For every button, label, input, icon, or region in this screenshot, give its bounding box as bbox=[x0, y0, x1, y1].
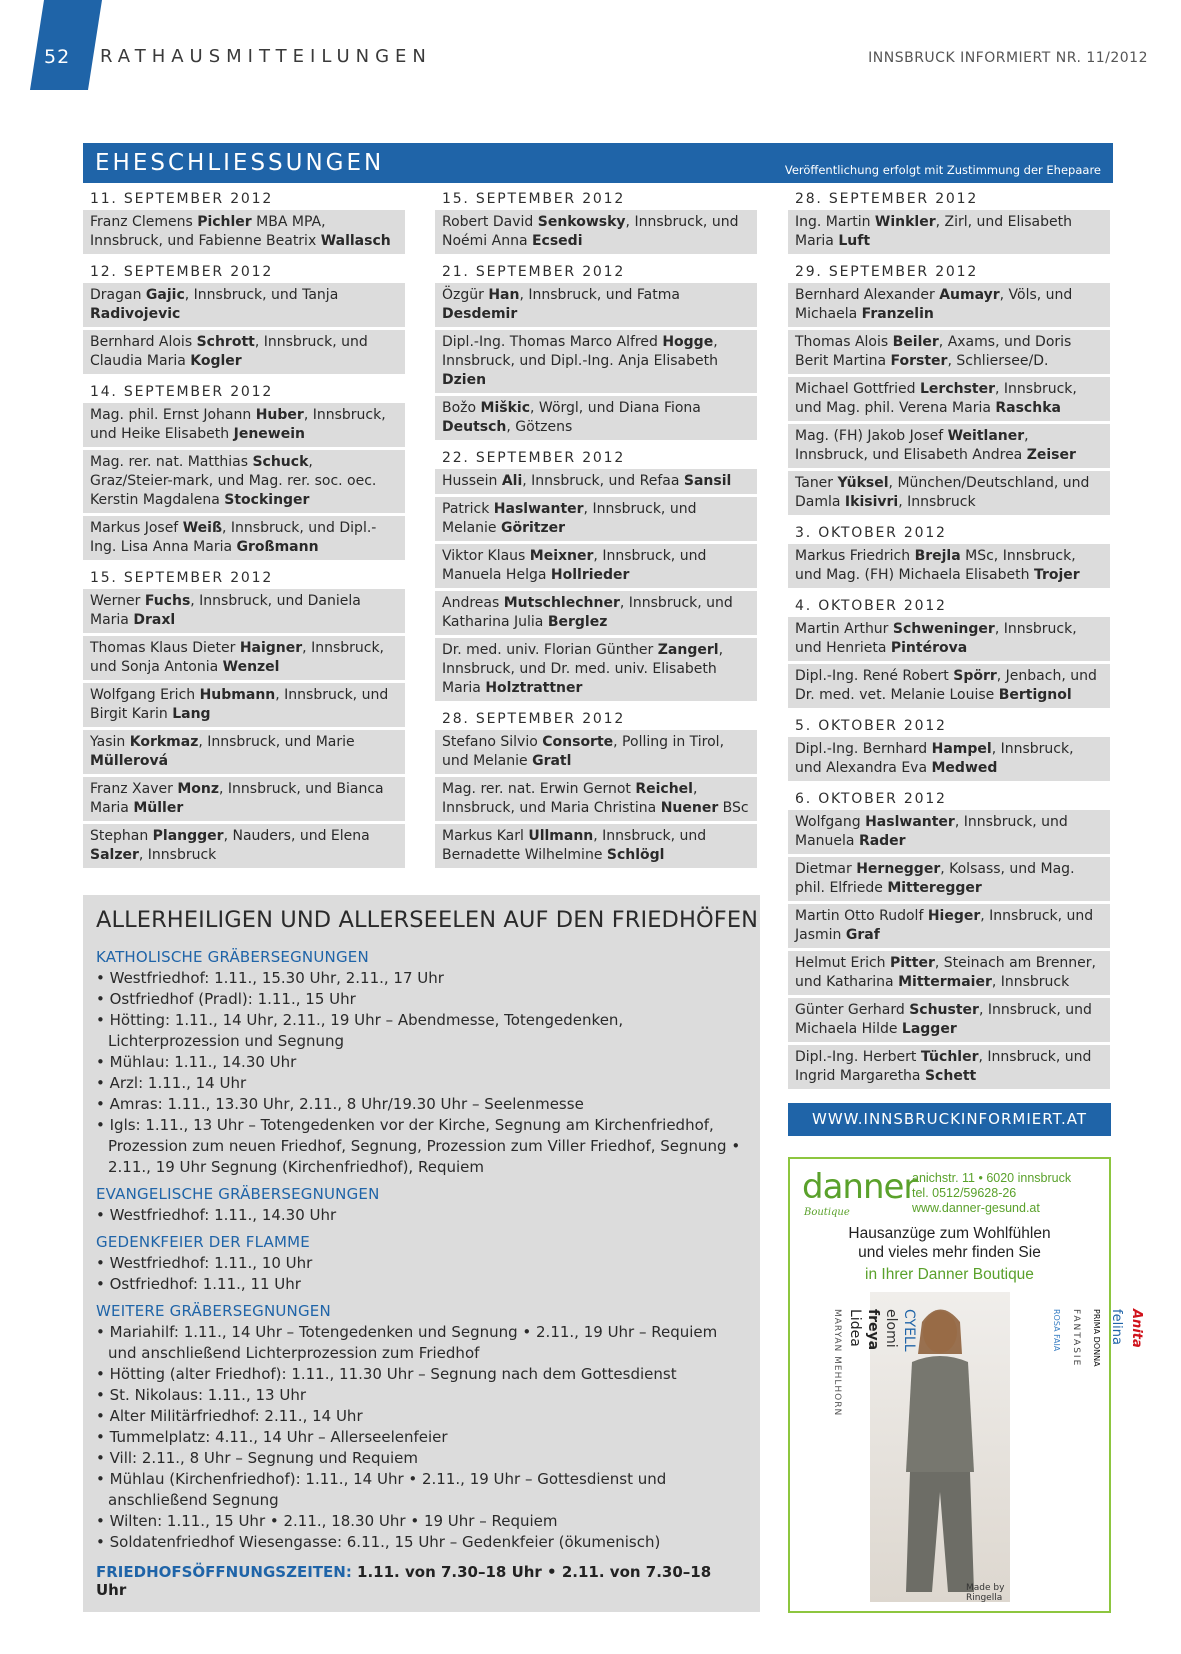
entry-text: , Innsbruck, und Henrieta bbox=[795, 621, 1077, 656]
marriage-column-3 bbox=[788, 184, 1110, 1092]
photo-credit-line: Made by bbox=[966, 1583, 1005, 1593]
entry-text: Markus Friedrich bbox=[795, 548, 915, 564]
surname: Senkowsky bbox=[537, 214, 626, 230]
marriage-entry bbox=[83, 824, 405, 868]
surname: Haslwanter bbox=[865, 814, 955, 830]
entry-text: , Götzens bbox=[506, 419, 573, 435]
surname: Yüksel bbox=[837, 475, 889, 491]
entry-text: , Schliersee/D. bbox=[947, 353, 1049, 369]
entry-text: , Innsbruck, und Elisabeth Andrea bbox=[795, 428, 1029, 463]
marriage-entry bbox=[788, 471, 1110, 515]
surname: Müller bbox=[133, 800, 184, 816]
marriage-entry bbox=[788, 1045, 1110, 1089]
marriage-date: 22. SEPTEMBER 2012 bbox=[442, 450, 626, 466]
entry-text: , Innsbruck, und Claudia Maria bbox=[90, 334, 368, 369]
ad-address-line: anichstr. 11 • 6020 innsbruck bbox=[912, 1171, 1072, 1185]
entry-text: , Innsbruck bbox=[138, 847, 217, 863]
entry-text: , Innsbruck, und Refaa bbox=[522, 473, 684, 489]
entry-text: , Nauders, und Elena bbox=[223, 828, 370, 844]
surname: Hollrieder bbox=[550, 567, 630, 583]
marriage-entry bbox=[435, 591, 757, 635]
entry-text: , Innsbruck, und Daniela Maria bbox=[90, 593, 361, 628]
surname: Beiler bbox=[892, 334, 939, 350]
entry-text: , Innsbruck, und Fatma bbox=[519, 287, 680, 303]
marriage-date: 5. OKTOBER 2012 bbox=[795, 718, 947, 734]
surname: Göritzer bbox=[501, 520, 566, 536]
surname: Großmann bbox=[236, 539, 319, 555]
entry-text: Thomas Klaus Dieter bbox=[90, 640, 240, 656]
entry-text: , Innsbruck, und Melanie bbox=[442, 501, 697, 536]
surname: Raschka bbox=[995, 400, 1061, 416]
surname: Schuster bbox=[909, 1002, 979, 1018]
entry-text: Dietmar bbox=[795, 861, 857, 877]
entry-text: Bernhard Alois bbox=[90, 334, 197, 350]
marriage-date: 14. SEPTEMBER 2012 bbox=[90, 384, 274, 400]
surname: Ullmann bbox=[528, 828, 594, 844]
entry-text: Martin Otto Rudolf bbox=[795, 908, 928, 924]
entry-text: , Steinach am Brenner, und Katharina bbox=[795, 955, 1096, 990]
surname: Desdemir bbox=[442, 306, 518, 322]
entry-text: Wolfgang Erich bbox=[90, 687, 200, 703]
opening-hours-text: 1.11. von 7.30–18 Uhr • 2.11. von 7.30–18 Uhr bbox=[96, 1563, 712, 1599]
subsection-heading: GEDENKFEIER DER FLAMME bbox=[96, 1233, 310, 1251]
surname: Korkmaz bbox=[129, 734, 199, 750]
entry-text: Stephan bbox=[90, 828, 153, 844]
marriage-column-1 bbox=[83, 184, 405, 871]
brand-logo: Anita bbox=[1129, 1309, 1144, 1348]
entry-text: , Innsbruck, und Manuela Helga bbox=[442, 548, 707, 583]
ad-headline bbox=[790, 1224, 1109, 1262]
schedule-list bbox=[96, 1322, 746, 1553]
surname: Ikisivri bbox=[844, 494, 899, 510]
entry-text: MSc, Innsbruck, und Mag. (FH) Michaela Elisabeth bbox=[795, 548, 1076, 583]
entry-text: , Innsbruck, und Ingrid Margaretha bbox=[795, 1049, 1092, 1084]
marriage-entry bbox=[83, 450, 405, 513]
consent-note: Veröffentlichung erfolgt mit Zustimmung der Ehepaare bbox=[784, 163, 1101, 177]
surname: Winkler bbox=[874, 214, 936, 230]
entry-text: MBA MPA, Innsbruck, und Fabienne Beatrix bbox=[90, 214, 326, 249]
entry-text: Markus Josef bbox=[90, 520, 183, 536]
schedule-item: • Arzl: 1.11., 14 Uhr bbox=[96, 1073, 746, 1094]
entry-text: Günter Gerhard bbox=[795, 1002, 910, 1018]
marriage-entry bbox=[435, 210, 757, 254]
brands-left bbox=[828, 1309, 918, 1430]
entry-text: , Innsbruck, und Maria Christina bbox=[442, 781, 698, 816]
surname: Reichel bbox=[635, 781, 693, 797]
marriage-entry bbox=[435, 330, 757, 393]
surname: Deutsch bbox=[442, 419, 507, 435]
marriage-entry bbox=[83, 403, 405, 447]
schedule-list bbox=[96, 1205, 746, 1226]
entry-text: , Innsbruck, und Jasmin bbox=[795, 908, 1094, 943]
schedule-list bbox=[96, 1253, 746, 1295]
entry-text: Werner bbox=[90, 593, 145, 609]
entry-text: , Innsbruck, und Dipl.-Ing. Lisa Anna Maria bbox=[90, 520, 377, 555]
entry-text: Hussein bbox=[442, 473, 502, 489]
surname: Schett bbox=[924, 1068, 977, 1084]
brand-logo: elomi bbox=[883, 1309, 899, 1348]
surname: Trojer bbox=[1033, 567, 1080, 583]
marriage-entry bbox=[435, 777, 757, 821]
entry-text: Özgür bbox=[442, 287, 489, 303]
schedule-item: • Tummelplatz: 4.11., 14 Uhr – Allerseelenfeier bbox=[96, 1427, 746, 1448]
marriage-entry bbox=[83, 636, 405, 680]
marriage-entry bbox=[83, 210, 405, 254]
entry-text: Mag. phil. Ernst Johann bbox=[90, 407, 256, 423]
marriage-entry bbox=[788, 617, 1110, 661]
entry-text: , Kolsass, und Mag. phil. Elfriede bbox=[795, 861, 1075, 896]
surname: Salzer bbox=[90, 847, 139, 863]
ad-url: www.danner-gesund.at bbox=[912, 1201, 1040, 1215]
entry-text: , Völs, und Michaela bbox=[795, 287, 1073, 322]
entry-text: , Jenbach, und Dr. med. vet. Melanie Louise bbox=[795, 668, 1097, 703]
danner-logo: danner bbox=[802, 1167, 917, 1207]
entry-text: Bernhard Alexander bbox=[795, 287, 940, 303]
surname: Schrott bbox=[196, 334, 255, 350]
subsection-heading: KATHOLISCHE GRÄBERSEGNUNGEN bbox=[96, 948, 369, 966]
marriage-entry bbox=[788, 210, 1110, 254]
entry-text: , Innsbruck bbox=[991, 974, 1070, 990]
brand-logo: PRIMA DONNA bbox=[1092, 1309, 1101, 1367]
entry-text: , Innsbruck, und Birgit Karin bbox=[90, 687, 389, 722]
brand-logo: CYELL bbox=[901, 1309, 917, 1352]
schedule-item: • Westfriedhof: 1.11., 10 Uhr bbox=[96, 1253, 746, 1274]
entry-text: Ing. Martin bbox=[795, 214, 875, 230]
marriage-entry bbox=[83, 516, 405, 560]
surname: Mittermaier bbox=[898, 974, 992, 990]
surname: Hogge bbox=[662, 334, 714, 350]
website-link[interactable]: WWW.INNSBRUCKINFORMIERT.AT bbox=[788, 1103, 1111, 1136]
page-tab bbox=[30, 0, 102, 90]
marriage-entry bbox=[788, 737, 1110, 781]
entry-text: Martin Arthur bbox=[795, 621, 893, 637]
entry-text: , Innsbruck, und Tanja bbox=[184, 287, 339, 303]
entry-text: Stefano Silvio bbox=[442, 734, 543, 750]
marriage-date: 28. SEPTEMBER 2012 bbox=[795, 191, 979, 207]
marriage-entry bbox=[83, 730, 405, 774]
entry-text: Mag. rer. nat. Matthias bbox=[90, 454, 253, 470]
surname: Monz bbox=[177, 781, 219, 797]
entry-text: Dipl.-Ing. Thomas Marco Alfred bbox=[442, 334, 663, 350]
schedule-item: • Ostfriedhof (Pradl): 1.11., 15 Uhr bbox=[96, 989, 746, 1010]
surname: Miškic bbox=[480, 400, 531, 416]
surname: Ali bbox=[501, 473, 523, 489]
surname: Dzien bbox=[442, 372, 487, 388]
surname: Fuchs bbox=[144, 593, 191, 609]
entry-text: Dragan bbox=[90, 287, 146, 303]
surname: Hubmann bbox=[199, 687, 276, 703]
surname: Brejla bbox=[914, 548, 961, 564]
schedule-item: • Hötting: 1.11., 14 Uhr, 2.11., 19 Uhr – Abendmesse, Totengedenken, Lichterprozession und Segnung bbox=[96, 1010, 746, 1052]
danner-logo-sub: Boutique bbox=[804, 1207, 850, 1218]
entry-text: , Innsbruck, und Michaela Hilde bbox=[795, 1002, 1092, 1037]
entry-text: , Graz/Steier-mark, und Mag. rer. soc. oec. Kerstin Magdalena bbox=[90, 454, 377, 508]
opening-hours bbox=[96, 1563, 746, 1599]
entry-text: , Innsbruck, und Marie bbox=[198, 734, 355, 750]
entry-text: , Innsbruck, und Bernadette Wilhelmine bbox=[442, 828, 707, 863]
entry-text: , Polling in Tirol, und Melanie bbox=[442, 734, 725, 769]
surname: Müllerová bbox=[90, 753, 169, 769]
marriage-date: 6. OKTOBER 2012 bbox=[795, 791, 947, 807]
surname: Consorte bbox=[542, 734, 614, 750]
entry-text: Franz Clemens bbox=[90, 214, 198, 230]
schedule-item: • Vill: 2.11., 8 Uhr – Segnung und Requiem bbox=[96, 1448, 746, 1469]
surname: Zangerl bbox=[657, 642, 719, 658]
schedule-item: • St. Nikolaus: 1.11., 13 Uhr bbox=[96, 1385, 746, 1406]
surname: Pichler bbox=[197, 214, 252, 230]
brand-logo: MARYAN MEHLHORN bbox=[832, 1309, 842, 1417]
schedule-list bbox=[96, 968, 746, 1178]
marriage-entry bbox=[435, 469, 757, 494]
brand-logo: Lidea bbox=[847, 1309, 863, 1347]
eheschliessungen-title: EHESCHLIESSUNGEN bbox=[95, 150, 385, 176]
surname: Radivojevic bbox=[90, 306, 181, 322]
marriage-entry bbox=[83, 777, 405, 821]
brands-right bbox=[1046, 1309, 1146, 1385]
marriage-entry bbox=[435, 638, 757, 701]
entry-text: , Innsbruck bbox=[898, 494, 976, 510]
surname: Hernegger bbox=[856, 861, 941, 877]
schedule-item: • Ostfriedhof: 1.11., 11 Uhr bbox=[96, 1274, 746, 1295]
danner-advertisement bbox=[788, 1157, 1144, 1613]
allerheiligen-body bbox=[96, 947, 746, 1599]
surname: Han bbox=[488, 287, 520, 303]
schedule-item: • Westfriedhof: 1.11., 14.30 Uhr bbox=[96, 1205, 746, 1226]
marriage-date: 28. SEPTEMBER 2012 bbox=[442, 711, 626, 727]
entry-text: , Innsbruck, und Sonja Antonia bbox=[90, 640, 385, 675]
marriage-entry bbox=[788, 424, 1110, 468]
entry-text: , Innsbruck, und Noémi Anna bbox=[442, 214, 739, 249]
surname: Schlögl bbox=[606, 847, 665, 863]
surname: Kogler bbox=[190, 353, 242, 369]
marriage-date: 29. SEPTEMBER 2012 bbox=[795, 264, 979, 280]
surname: Tüchler bbox=[920, 1049, 979, 1065]
allerheiligen-box bbox=[83, 895, 760, 1612]
entry-text: , München/Deutschland, und Damla bbox=[795, 475, 1090, 510]
surname: Huber bbox=[255, 407, 304, 423]
schedule-item: • Hötting (alter Friedhof): 1.11., 11.30 Uhr – Segnung nach dem Gottesdienst bbox=[96, 1364, 746, 1385]
surname: Ecsedi bbox=[531, 233, 583, 249]
surname: Gratl bbox=[532, 753, 572, 769]
surname: Haigner bbox=[239, 640, 303, 656]
ad-subline: in Ihrer Danner Boutique bbox=[865, 1266, 1034, 1283]
marriage-entry bbox=[788, 951, 1110, 995]
entry-text: Yasin bbox=[90, 734, 130, 750]
ad-headline-line: Hausanzüge zum Wohlfühlen bbox=[848, 1225, 1051, 1242]
entry-text: , Wörgl, und Diana Fiona bbox=[530, 400, 701, 416]
surname: Lagger bbox=[901, 1021, 957, 1037]
surname: Haslwanter bbox=[493, 501, 584, 517]
marriage-date: 15. SEPTEMBER 2012 bbox=[442, 191, 626, 207]
marriage-column-2 bbox=[435, 184, 757, 871]
entry-text: Dipl.-Ing. Bernhard bbox=[795, 741, 932, 757]
surname: Hampel bbox=[931, 741, 992, 757]
marriage-entry bbox=[435, 730, 757, 774]
entry-text: Mag. (FH) Jakob Josef bbox=[795, 428, 948, 444]
surname: Franzelin bbox=[861, 306, 934, 322]
entry-text: , Innsbruck, und Manuela bbox=[795, 814, 1068, 849]
schedule-item: • Igls: 1.11., 13 Uhr – Totengedenken vor der Kirche, Segnung am Kirchenfriedhof, Prozession zum neuen Friedhof, Segnung, Prozession zum Viller Friedhof, Segnung • 2.11., 19 Uhr Segnung (Kirchenfriedhof), Requiem bbox=[96, 1115, 746, 1178]
surname: Plangger bbox=[152, 828, 224, 844]
marriage-date: 3. OKTOBER 2012 bbox=[795, 525, 947, 541]
subsection-heading: EVANGELISCHE GRÄBERSEGNUNGEN bbox=[96, 1185, 380, 1203]
marriage-date: 4. OKTOBER 2012 bbox=[795, 598, 947, 614]
entry-text: Franz Xaver bbox=[90, 781, 178, 797]
schedule-item: • Wilten: 1.11., 15 Uhr • 2.11., 18.30 Uhr • 19 Uhr – Requiem bbox=[96, 1511, 746, 1532]
surname: Aumayr bbox=[939, 287, 1000, 303]
surname: Holztrattner bbox=[485, 680, 583, 696]
surname: Draxl bbox=[133, 612, 176, 628]
marriage-entry bbox=[788, 377, 1110, 421]
section-title: RATHAUSMITTEILUNGEN bbox=[100, 46, 432, 67]
photo-credit-line: Ringella bbox=[966, 1593, 1003, 1603]
surname: Wallasch bbox=[320, 233, 391, 249]
marriage-entry bbox=[435, 396, 757, 440]
brand-logo: freya bbox=[865, 1309, 881, 1351]
marriage-entry bbox=[788, 330, 1110, 374]
surname: Pintérova bbox=[890, 640, 968, 656]
surname: Zeiser bbox=[1026, 447, 1076, 463]
marriage-entry bbox=[83, 589, 405, 633]
brand-logo: FANTASIE bbox=[1071, 1309, 1081, 1368]
marriage-entry bbox=[435, 283, 757, 327]
entry-text: Patrick bbox=[442, 501, 494, 517]
ad-phone: tel. 0512/59628-26 bbox=[912, 1186, 1017, 1200]
entry-text: , Innsbruck, und Mag. phil. Verena Maria bbox=[795, 381, 1077, 416]
marriage-entry bbox=[435, 824, 757, 868]
entry-text: BSc bbox=[718, 800, 749, 816]
eheschliessungen-header bbox=[83, 143, 1113, 183]
surname: Lerchster bbox=[920, 381, 996, 397]
entry-text: Andreas bbox=[442, 595, 504, 611]
entry-text: Markus Karl bbox=[442, 828, 529, 844]
marriage-date: 11. SEPTEMBER 2012 bbox=[90, 191, 274, 207]
surname: Weitlaner bbox=[947, 428, 1025, 444]
schedule-item: • Mühlau: 1.11., 14.30 Uhr bbox=[96, 1052, 746, 1073]
surname: Lang bbox=[172, 706, 211, 722]
surname: Bertignol bbox=[998, 687, 1072, 703]
marriage-entry bbox=[788, 664, 1110, 708]
surname: Stockinger bbox=[224, 492, 310, 508]
surname: Hieger bbox=[927, 908, 981, 924]
entry-text: Wolfgang bbox=[795, 814, 866, 830]
entry-text: , Innsbruck, und Bianca Maria bbox=[90, 781, 384, 816]
surname: Nuener bbox=[660, 800, 719, 816]
schedule-item: • Mühlau (Kirchenfriedhof): 1.11., 14 Uhr • 2.11., 19 Uhr – Gottesdienst und anschließend Segnung bbox=[96, 1469, 746, 1511]
entry-text: , Innsbruck, und Heike Elisabeth bbox=[90, 407, 386, 442]
marriage-entry bbox=[83, 283, 405, 327]
marriage-date: 21. SEPTEMBER 2012 bbox=[442, 264, 626, 280]
ad-address bbox=[912, 1171, 1071, 1216]
schedule-item: • Mariahilf: 1.11., 14 Uhr – Totengedenken und Segnung • 2.11., 19 Uhr – Requiem und anschließend Lichterprozession zum Friedhof bbox=[96, 1322, 746, 1364]
surname: Sansil bbox=[683, 473, 732, 489]
surname: Jenewein bbox=[233, 426, 305, 442]
entry-text: , Innsbruck, und Katharina Julia bbox=[442, 595, 733, 630]
surname: Pitter bbox=[890, 955, 935, 971]
opening-hours-label: FRIEDHOFSÖFFNUNGSZEITEN: bbox=[96, 1563, 352, 1581]
entry-text: Dipl.-Ing. René Robert bbox=[795, 668, 954, 684]
surname: Forster bbox=[890, 353, 948, 369]
surname: Meixner bbox=[529, 548, 594, 564]
surname: Schweninger bbox=[892, 621, 995, 637]
ad-headline-line: und vieles mehr finden Sie bbox=[858, 1244, 1041, 1261]
schedule-item: • Alter Militärfriedhof: 2.11., 14 Uhr bbox=[96, 1406, 746, 1427]
marriage-entry bbox=[83, 683, 405, 727]
surname: Wenzel bbox=[222, 659, 280, 675]
entry-text: Viktor Klaus bbox=[442, 548, 530, 564]
marriage-date: 15. SEPTEMBER 2012 bbox=[90, 570, 274, 586]
surname: Rader bbox=[858, 833, 906, 849]
issue-label: INNSBRUCK INFORMIERT NR. 11/2012 bbox=[868, 50, 1148, 66]
entry-text: Robert David bbox=[442, 214, 538, 230]
marriage-entry bbox=[435, 497, 757, 541]
surname: Schuck bbox=[252, 454, 309, 470]
marriage-entry bbox=[435, 544, 757, 588]
marriage-entry bbox=[788, 998, 1110, 1042]
entry-text: , Zirl, und Elisabeth Maria bbox=[795, 214, 1072, 249]
brand-logo: felina bbox=[1109, 1309, 1124, 1346]
marriage-entry bbox=[788, 283, 1110, 327]
schedule-item: • Westfriedhof: 1.11., 15.30 Uhr, 2.11., 17 Uhr bbox=[96, 968, 746, 989]
schedule-item: • Amras: 1.11., 13.30 Uhr, 2.11., 8 Uhr/19.30 Uhr – Seelenmesse bbox=[96, 1094, 746, 1115]
entry-text: Thomas Alois bbox=[795, 334, 893, 350]
marriage-entry bbox=[788, 857, 1110, 901]
schedule-item: • Soldatenfriedhof Wiesengasse: 6.11., 15 Uhr – Gedenkfeier (ökumenisch) bbox=[96, 1532, 746, 1553]
page-number: 52 bbox=[44, 46, 71, 68]
entry-text: , Innsbruck, und Dipl.-Ing. Anja Elisabeth bbox=[442, 334, 718, 369]
entry-text: Dr. med. univ. Florian Günther bbox=[442, 642, 658, 658]
entry-text: , Axams, und Doris Berit Martina bbox=[795, 334, 1072, 369]
surname: Spörr bbox=[953, 668, 997, 684]
marriage-entry bbox=[788, 904, 1110, 948]
surname: Graf bbox=[845, 927, 880, 943]
marriage-entry bbox=[788, 810, 1110, 854]
subsection-heading: WEITERE GRÄBERSEGNUNGEN bbox=[96, 1302, 331, 1320]
allerheiligen-title: ALLERHEILIGEN UND ALLERSEELEN AUF DEN FRIEDHÖFEN bbox=[96, 907, 759, 933]
surname: Medwed bbox=[931, 760, 998, 776]
entry-text: Michael Gottfried bbox=[795, 381, 920, 397]
surname: Luft bbox=[838, 233, 871, 249]
entry-text: Taner bbox=[795, 475, 838, 491]
surname: Berglez bbox=[547, 614, 608, 630]
surname: Mitteregger bbox=[887, 880, 982, 896]
marriage-entry bbox=[788, 544, 1110, 588]
entry-text: , Innsbruck, und Alexandra Eva bbox=[795, 741, 1074, 776]
entry-text: Mag. rer. nat. Erwin Gernot bbox=[442, 781, 636, 797]
entry-text: Helmut Erich bbox=[795, 955, 890, 971]
photo-credit bbox=[966, 1583, 1004, 1603]
entry-text: Božo bbox=[442, 400, 481, 416]
surname: Weiß bbox=[182, 520, 223, 536]
entry-text: , Innsbruck, und Dr. med. univ. Elisabeth Maria bbox=[442, 642, 724, 696]
surname: Gajic bbox=[145, 287, 185, 303]
surname: Mutschlechner bbox=[503, 595, 620, 611]
brand-logo: ROSA FAIA bbox=[1052, 1309, 1061, 1352]
marriage-entry bbox=[83, 330, 405, 374]
entry-text: Dipl.-Ing. Herbert bbox=[795, 1049, 921, 1065]
marriage-date: 12. SEPTEMBER 2012 bbox=[90, 264, 274, 280]
